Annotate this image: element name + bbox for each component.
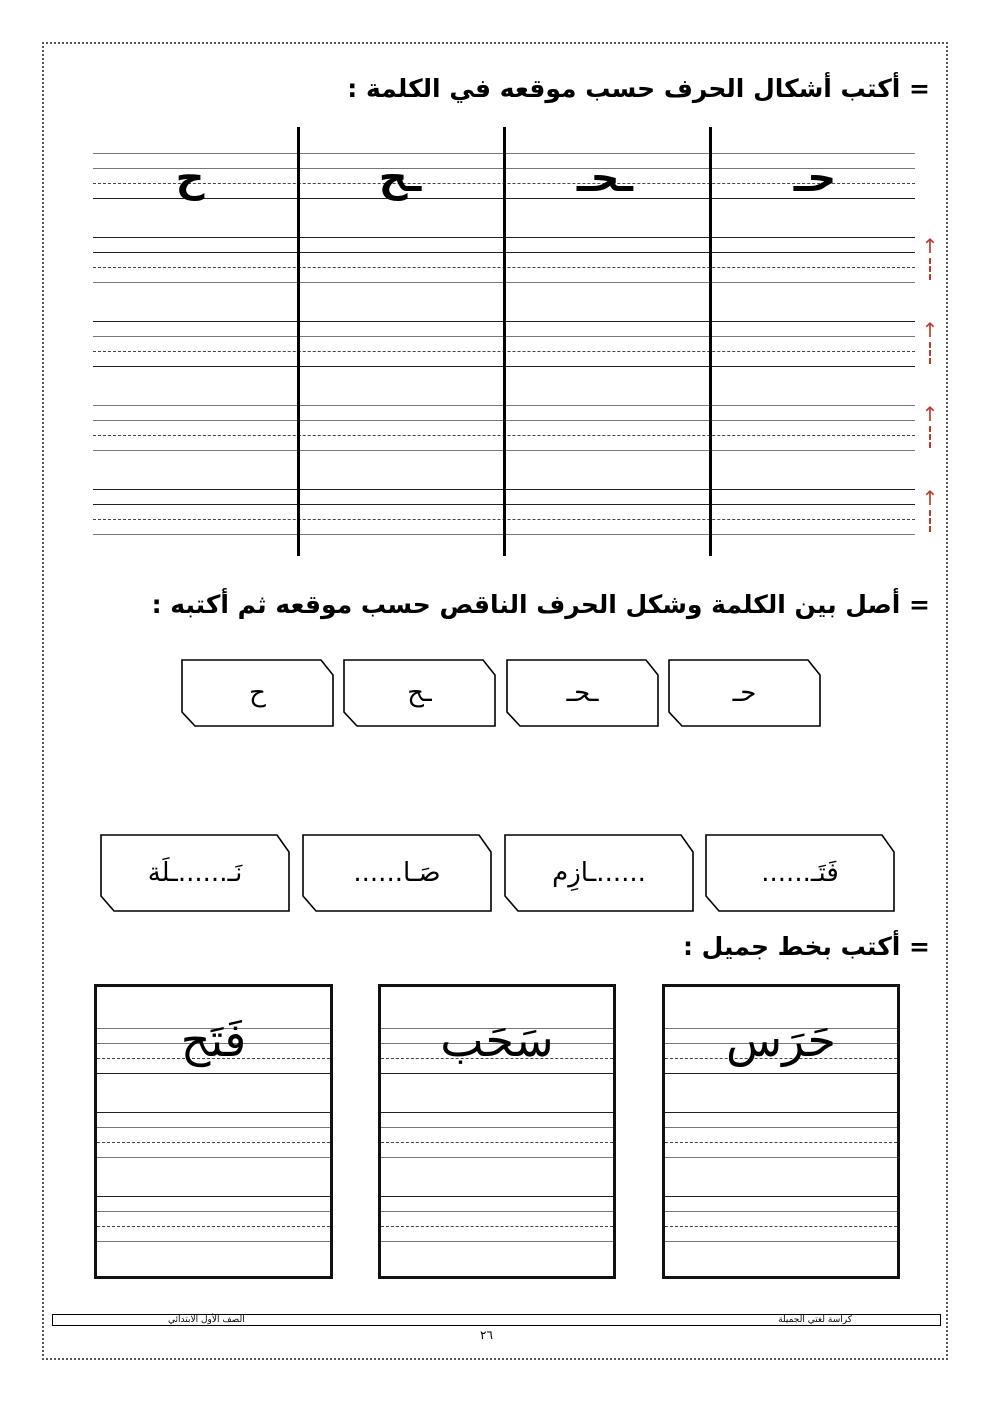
model-letter-medial: ـحـ <box>576 155 634 201</box>
footer-bar <box>52 1314 941 1326</box>
word-card[interactable] <box>504 834 694 912</box>
column-divider <box>709 127 712 556</box>
word-card[interactable] <box>705 834 895 912</box>
section-heading-write-forms: = أكتب أشكال الحرف حسب موقعه في الكلمة : <box>347 74 930 103</box>
calligraphy-box-2[interactable] <box>378 984 616 1279</box>
model-letter-initial: حـ <box>793 155 837 201</box>
page-number: ٢٦ <box>480 1328 493 1342</box>
word-card-text: نَـ......ـلَة <box>147 858 243 888</box>
word-card[interactable] <box>100 834 290 912</box>
letter-card-medial[interactable] <box>506 659 659 727</box>
letter-card-text: حـ <box>732 678 757 708</box>
model-word: حَرَس <box>726 1013 836 1067</box>
section-heading-calligraphy: = أكتب بخط جميل : <box>682 932 930 961</box>
letter-card-final[interactable] <box>343 659 496 727</box>
footer-grade: الصف الأول الابتدائي <box>168 1315 245 1325</box>
calligraphy-box-1[interactable] <box>662 984 900 1279</box>
footer-book-title: كراسة لغتي الجميلة <box>778 1315 852 1325</box>
section-heading-match: = أصل بين الكلمة وشكل الحرف الناقص حسب موقعه ثم أكتبه : <box>151 590 930 619</box>
word-card-text: ......ـازِم <box>552 858 646 888</box>
model-word: فَتَح <box>180 1013 247 1067</box>
column-divider <box>297 127 300 556</box>
word-card-text: فَتَـ...... <box>761 858 839 888</box>
letter-card-isolated[interactable] <box>181 659 334 727</box>
model-word: سَحَب <box>440 1013 554 1067</box>
letter-card-text: ح <box>249 678 266 708</box>
letter-card-initial[interactable] <box>668 659 821 727</box>
letter-card-text: ـح <box>407 678 432 708</box>
letter-card-text: ـحـ <box>566 678 599 708</box>
calligraphy-box-3[interactable] <box>94 984 333 1279</box>
column-divider <box>503 127 506 556</box>
model-letter-isolated: ح <box>175 155 205 201</box>
word-card[interactable] <box>302 834 492 912</box>
word-card-text: صَـا...... <box>353 858 441 888</box>
model-letter-final: ـح <box>378 155 422 201</box>
